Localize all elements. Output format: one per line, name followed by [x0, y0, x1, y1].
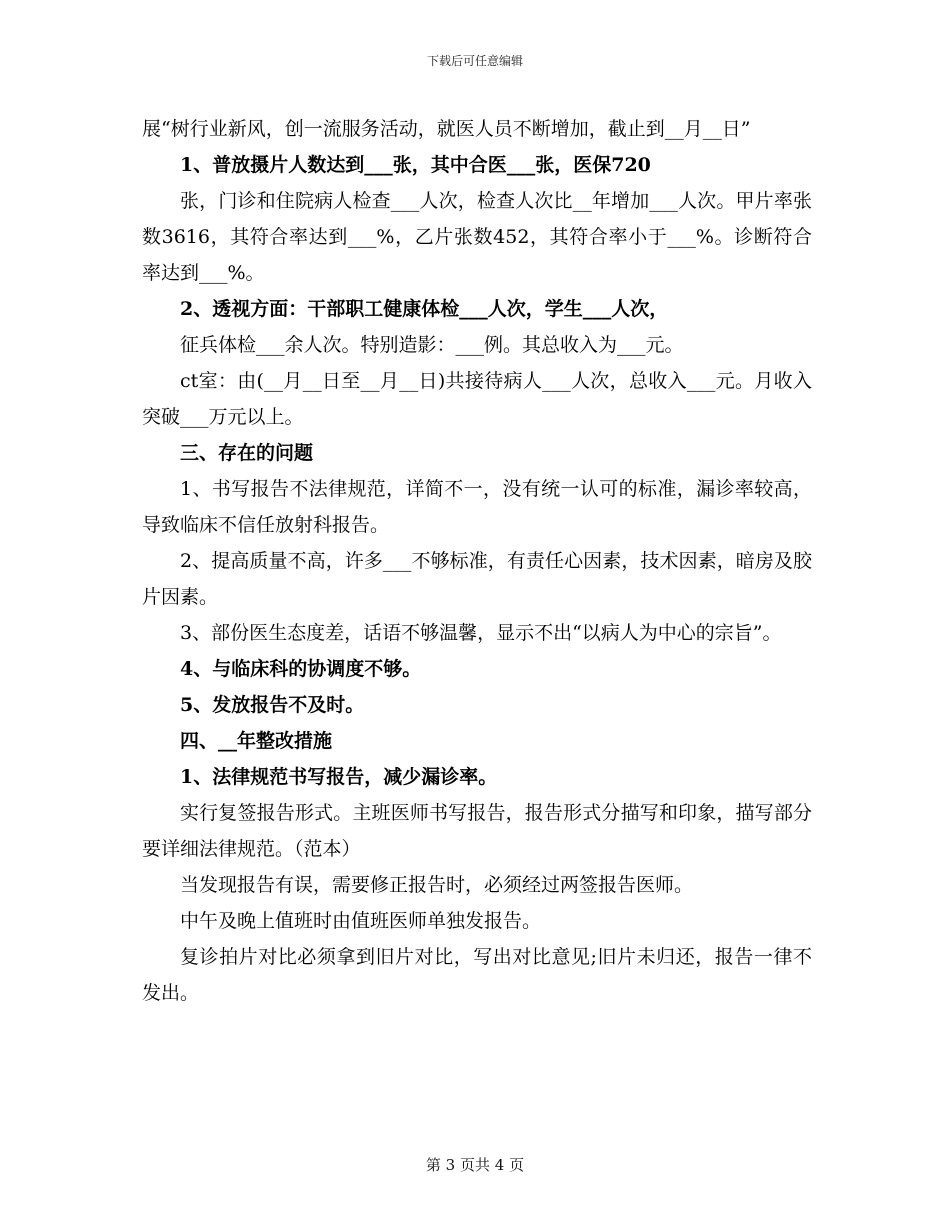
item-heading: 5、发放报告不及时。: [180, 694, 365, 716]
paragraph: 展“树行业新风，创一流服务活动，就医人员不断增加，截止到__月__日”: [142, 118, 751, 140]
document-body: [142, 111, 812, 1011]
section-heading: 四、__年整改措施: [180, 730, 333, 752]
paragraph: 复诊拍片对比必须拿到旧片对比，写出对比意见;旧片未归还，报告一律不发出。: [142, 946, 812, 1004]
item-heading: 4、与临床科的协调度不够。: [180, 658, 422, 680]
paragraph: 3、部份医生态度差，话语不够温馨，显示不出“以病人为中心的宗旨”。: [180, 622, 782, 644]
paragraph: 中午及晚上值班时由值班医师单独发报告。: [180, 910, 542, 932]
item-heading: 1、普放摄片人数达到___张，其中合医___张，医保720: [180, 154, 651, 176]
item-heading: 2、透视方面：干部职工健康体检___人次，学生___人次，: [180, 298, 669, 320]
page-footer: 第 3 页共 4 页: [425, 1156, 525, 1174]
page-header: 下载后可任意编辑: [426, 54, 523, 68]
paragraph: 实行复签报告形式。主班医师书写报告，报告形式分描写和印象，描写部分要详细法律规范。（范本）: [142, 802, 812, 860]
item-heading: 1、法律规范书写报告，减少漏诊率。: [180, 766, 498, 788]
paragraph: 1、书写报告不法律规范，详简不一，没有统一认可的标准，漏诊率较高，导致临床不信任放射科报告。: [142, 478, 812, 536]
paragraph: 张，门诊和住院病人检查___人次，检查人次比__年增加___人次。甲片率张数3616，其符合率达到___%，乙片张数452，其符合率小于___%。诊断符合率达到___%。: [142, 190, 812, 284]
paragraph: 2、提高质量不高，许多___不够标准，有责任心因素，技术因素，暗房及胶片因素。: [142, 550, 812, 608]
paragraph: 征兵体检___余人次。特别造影：___例。其总收入为___元。: [180, 334, 684, 356]
paragraph: 当发现报告有误，需要修正报告时，必须经过两签报告医师。: [180, 874, 694, 896]
section-heading: 三、存在的问题: [180, 442, 314, 464]
paragraph: ct室：由(__月__日至__月__日)共接待病人___人次，总收入___元。月收入突破___万元以上。: [142, 370, 812, 428]
